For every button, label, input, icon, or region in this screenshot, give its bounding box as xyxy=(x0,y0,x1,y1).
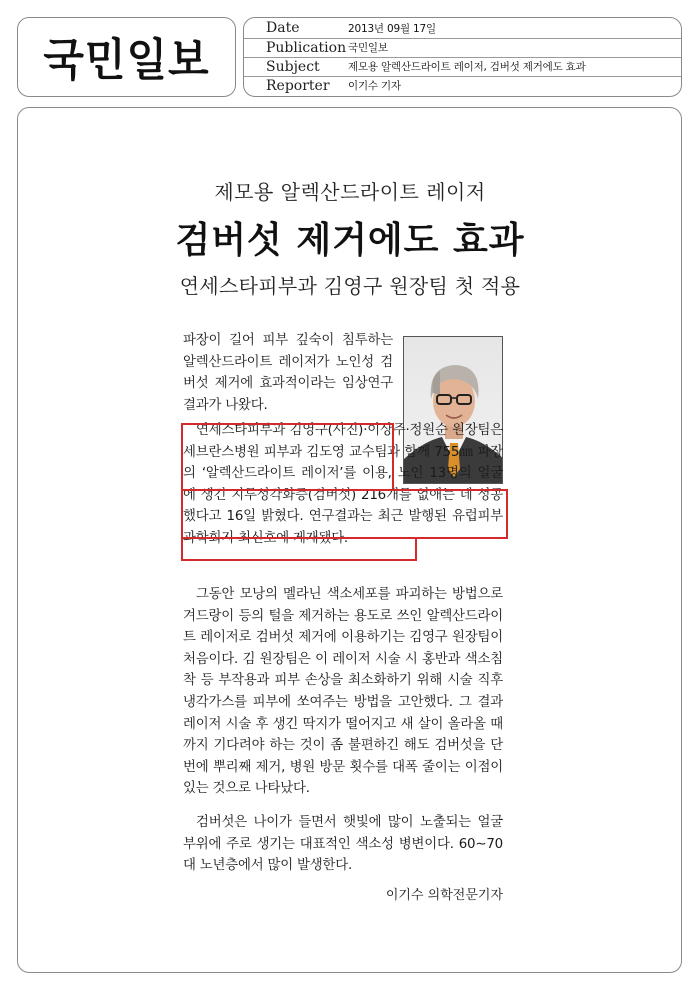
meta-value: 제모용 알렉산드라이트 레이저, 검버섯 제거에도 효과 xyxy=(348,61,586,73)
article-kicker: 제모용 알렉산드라이트 레이저 xyxy=(214,180,486,204)
article-subhead: 연세스타피부과 김영구 원장팀 첫 적용 xyxy=(179,274,521,298)
article-paragraph-4 xyxy=(183,812,503,877)
meta-row-publication xyxy=(244,38,681,56)
meta-row-reporter xyxy=(244,76,681,94)
masthead-logo-box xyxy=(17,17,236,97)
meta-row-date xyxy=(244,19,681,37)
metadata-table xyxy=(243,17,682,97)
paragraph-2-text: 연세스타피부과 김영구(사진)·이상주·정원순 원장팀은 세브란스병원 피부과 김도영 교수팀과 함께 755㎚ 파장의 ‘알렉산드라이트 레이저’를 이용, 노인 13명의 얼굴에 생긴 지루성각화증(검버섯) 216개를 없애는 데 성공했다고 16일 밝혔다. 연구결과는 최근 발행된 유럽피부과학회지 최신호에 게재됐다. xyxy=(183,423,503,546)
meta-value: 이기수 기자 xyxy=(348,80,401,92)
meta-label: Reporter xyxy=(266,77,330,94)
meta-row-subject xyxy=(244,57,681,75)
meta-label: Subject xyxy=(266,58,320,75)
article-paragraph-3 xyxy=(183,584,503,800)
paragraph-3-text: 그동안 모낭의 멜라닌 색소세포를 파괴하는 방법으로 겨드랑이 등의 털을 제거하는 용도로 쓰인 알렉산드라이트 레이저로 검버섯 제거에 이용하기는 김영구 원장팀이 처음이다. 김 원장팀은 이 레이저 시술 시 홍반과 색소침착 등 부작용과 피부 손상을 최소화하기 위해 시술 직후 냉각가스를 피부에 쏘여주는 방법을 고안했다. 그 결과 레이저 시술 후 생긴 딱지가 떨어지고 새 살이 올라올 때까지 기다려야 하는 것이 좀 불편하긴 해도 검버섯을 단번에 뿌리째 제거, 병원 방문 횟수를 대폭 줄이는 이점이 있는 것으로 나타났다. xyxy=(183,587,503,797)
meta-value: 국민일보 xyxy=(348,42,388,54)
article-headline: 검버섯 제거에도 효과 xyxy=(175,219,525,261)
article-paragraph-2 xyxy=(183,420,503,550)
newspaper-logo: 국민일보 xyxy=(43,33,210,86)
article-paragraph-1: 파장이 길어 피부 깊숙이 침투하는 알렉산드라이트 레이저가 노인성 검버섯 제거에 효과적이라는 임상연구결과가 나왔다. xyxy=(183,333,393,413)
meta-value: 2013년 09월 17일 xyxy=(348,22,436,35)
article-byline: 이기수 의학전문기자 xyxy=(385,888,503,903)
paragraph-4-text: 검버섯은 나이가 들면서 햇빛에 많이 노출되는 얼굴 부위에 주로 생기는 대표적인 색소성 병변이다. 60∼70대 노년층에서 많이 발생한다. xyxy=(183,815,503,874)
meta-label: Publication xyxy=(266,39,347,56)
meta-label: Date xyxy=(266,20,300,36)
